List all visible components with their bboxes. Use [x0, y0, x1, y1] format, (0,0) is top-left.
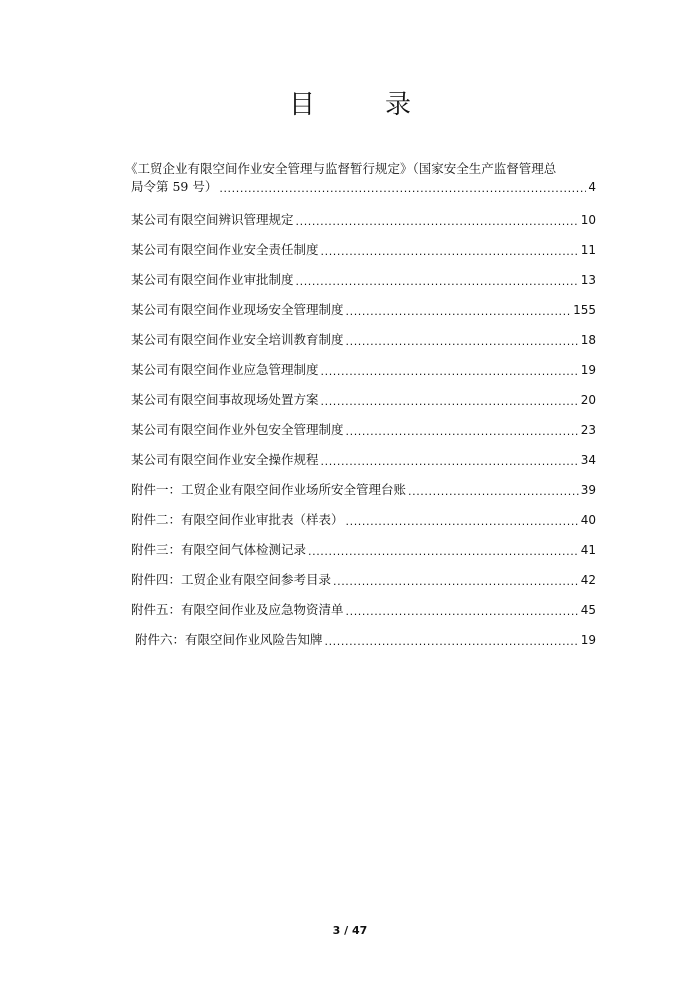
toc-entry[interactable] [131, 541, 596, 559]
toc-entry-label: 附件一：工贸企业有限空间作业场所安全管理台账 [131, 482, 407, 497]
toc-leader-dots [219, 178, 586, 196]
toc-page-number: 40 [580, 513, 596, 527]
toc-leader-dots [296, 271, 579, 289]
toc-leader-dots [346, 511, 579, 529]
toc-page-number: 13 [580, 273, 596, 287]
toc-entry-label: 某公司有限空间作业安全培训教育制度 [131, 332, 344, 347]
toc-entry-label: 附件五：有限空间作业及应急物资清单 [131, 602, 344, 617]
toc-entry[interactable] [131, 451, 596, 469]
page-title: 目 录 [288, 90, 433, 120]
toc-entry[interactable] [131, 421, 596, 439]
toc-leader-dots [308, 541, 579, 559]
toc-entry[interactable] [131, 361, 596, 379]
toc-entry[interactable] [131, 331, 596, 349]
toc-leader-dots [321, 361, 579, 379]
toc-entry[interactable] [125, 160, 596, 196]
toc-entry[interactable] [131, 511, 596, 529]
toc-page-number: 19 [580, 363, 596, 377]
toc-page-number: 39 [580, 483, 596, 497]
toc-entry[interactable] [131, 391, 596, 409]
page-indicator: 3 / 47 [332, 924, 368, 937]
toc-entry[interactable] [131, 271, 596, 289]
toc-page-number: 10 [580, 213, 596, 227]
toc-entry-label: 某公司有限空间事故现场处置方案 [131, 392, 319, 407]
toc-page-number: 4 [588, 180, 596, 194]
toc-page-number: 42 [580, 573, 596, 587]
toc-page-number: 11 [580, 243, 596, 257]
toc-leader-dots [346, 601, 579, 619]
toc-entry[interactable] [131, 571, 596, 589]
toc-entry-label: 某公司有限空间作业安全责任制度 [131, 242, 319, 257]
toc-leader-dots [296, 211, 579, 229]
table-of-contents [125, 160, 596, 649]
toc-page-number: 41 [580, 543, 596, 557]
toc-entry-label: 附件三：有限空间气体检测记录 [131, 542, 307, 557]
toc-page-number: 19 [580, 633, 596, 647]
toc-page-number: 34 [580, 453, 596, 467]
toc-entry[interactable] [131, 211, 596, 229]
toc-entry[interactable] [131, 631, 596, 649]
toc-entry-label: 某公司有限空间作业应急管理制度 [131, 362, 319, 377]
toc-entry-label: 某公司有限空间作业审批制度 [131, 272, 294, 287]
toc-leader-dots [346, 331, 579, 349]
toc-entry-label-line1: 《工贸企业有限空间作业安全管理与监督暂行规定》（国家安全生产监督管理总 [125, 161, 557, 176]
toc-page-number: 23 [580, 423, 596, 437]
toc-entry-label: 某公司有限空间作业外包安全管理制度 [131, 422, 344, 437]
toc-entry[interactable] [131, 481, 596, 499]
toc-leader-dots [321, 391, 579, 409]
toc-entry-label: 局令第 59 号） [131, 179, 218, 194]
toc-entry-label: 附件四：工贸企业有限空间参考目录 [131, 572, 332, 587]
toc-leader-dots [346, 421, 579, 439]
toc-entry[interactable] [131, 601, 596, 619]
toc-entry-label: 某公司有限空间辨识管理规定 [131, 212, 294, 227]
toc-entry-label: 附件六：有限空间作业风险告知牌 [131, 632, 323, 647]
toc-entry[interactable] [131, 241, 596, 259]
toc-leader-dots [321, 451, 579, 469]
toc-page-number: 18 [580, 333, 596, 347]
toc-leader-dots [321, 241, 579, 259]
toc-entry-label: 某公司有限空间作业现场安全管理制度 [131, 302, 344, 317]
toc-entry-label: 附件二：有限空间作业审批表（样表） [131, 512, 344, 527]
toc-leader-dots [408, 481, 579, 499]
toc-page-number: 155 [573, 303, 596, 317]
toc-entry[interactable] [131, 301, 596, 319]
toc-page-number: 45 [580, 603, 596, 617]
toc-entry-label: 某公司有限空间作业安全操作规程 [131, 452, 319, 467]
toc-page-number: 20 [580, 393, 596, 407]
toc-leader-dots [346, 301, 572, 319]
toc-leader-dots [333, 571, 579, 589]
toc-leader-dots [324, 631, 578, 649]
